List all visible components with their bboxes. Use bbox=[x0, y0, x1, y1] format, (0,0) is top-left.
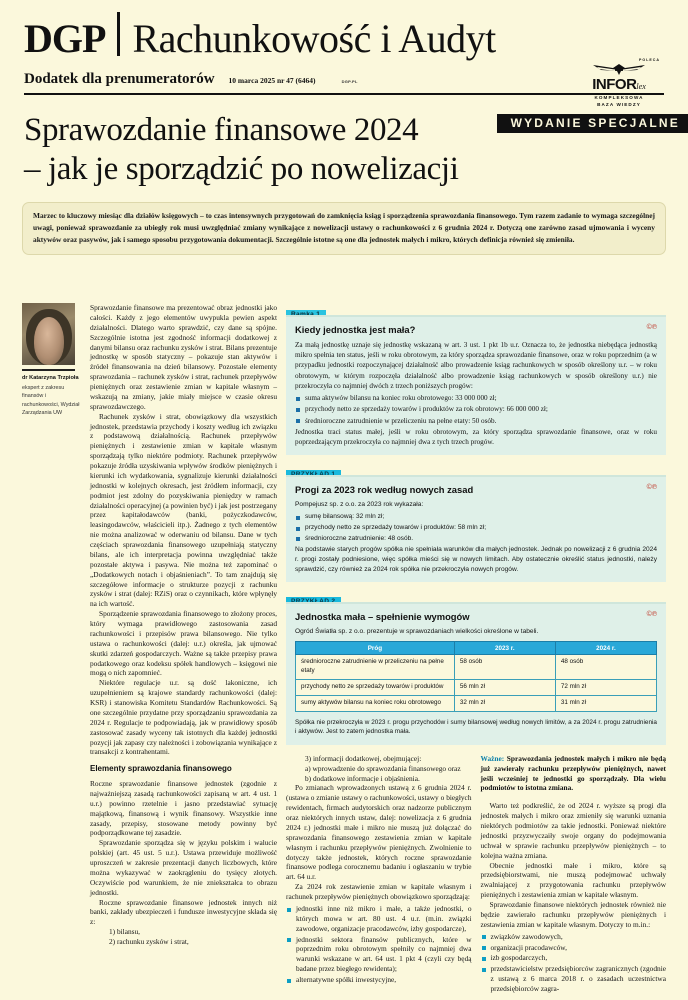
przyklad2-tagline bbox=[286, 590, 666, 601]
page-title bbox=[0, 95, 688, 188]
table-row bbox=[296, 695, 657, 711]
article-paragraph: Roczne sprawozdanie finansowe jednostek (zgodnie z najważniejszą zasadą rachunkowości zapisaną w art. 4 ust. 1 u.r.) powinno rzetelnie i jasno przedstawiać sytuację majątkową, finansową i wynik finansowy. Wszystkie inne zasady, przepisy, stosowane metody powinny być podporządkowane tej zasadzie. bbox=[90, 779, 277, 838]
przyklad2-copyright: ©℗ bbox=[646, 611, 657, 619]
masthead-subtitle: Dodatek dla prenumeratorów bbox=[24, 71, 215, 87]
column2-bullet: alternatywne spółki inwestycyjne, bbox=[286, 975, 472, 985]
ramka1-bullet: przychody netto ze sprzedaży towarów i produktów za rok obrotowy: 66 000 000 zł; bbox=[295, 404, 657, 414]
table-cell: 58 osób bbox=[454, 655, 555, 680]
column-2 bbox=[286, 754, 472, 995]
column3-bullet: izb gospodarczych, bbox=[481, 953, 667, 963]
column2-paragraph: Po zmianach wprowadzonych ustawą z 6 grudnia 2024 r. (ustawa o zmianie ustawy o rachunkowości, ustawy o biegłych rewidentach, firmach audytorskich oraz nadzorze publicznym oraz niektórych innych ustaw, dalej: nowelizacja z 6 grudnia 2024 r.) jednostki małe i mikro nie muszą już dołączać do sprawozdania finansowego zestawienia zmian w kapitale własnym i rachunku przepływów pieniężnych. Zwolnienie to dotyczy także jednostek, których roczne sprawozdanie finansowe podlega corocznemu badaniu i ogłaszaniu w trybie art. 64 u.r. bbox=[286, 783, 472, 882]
supplement-title: Rachunkowość i Audyt bbox=[132, 16, 496, 61]
przyklad1-outro: Na podstawie starych progów spółka nie spełniała warunków dla małych jednostek. Jednak po nowelizacji z 6 grudnia 2024 r. progi zostały podniesione, więc spółka mieści się w nowych limitach. Aby ostatecznie określić status jednostki, należy sprawdzić, czy również za 2024 rok spółka nie przekroczyła nowych progów. bbox=[295, 545, 657, 573]
przyklad1-bullet: przychody netto ze sprzedaży towarów i produktów: 58 mln zł; bbox=[295, 523, 657, 533]
przyklad1-bullet: sumę bilansową: 32 mln zł; bbox=[295, 512, 657, 522]
column2-list-item: b) dodatkowe informacje i objaśnienia. bbox=[305, 773, 420, 783]
przyklad2-heading: Jednostka mała – spełnienie wymogów bbox=[295, 611, 470, 623]
ramka1-heading: Kiedy jednostka jest mała? bbox=[295, 324, 416, 335]
article-body bbox=[90, 303, 277, 947]
table-row bbox=[296, 655, 657, 680]
masthead-subrow bbox=[24, 71, 664, 88]
przyklad1-heading: Progi za 2023 rok według nowych zasad bbox=[295, 484, 474, 496]
table-cell: 48 osób bbox=[555, 655, 656, 680]
article-subheading: Elementy sprawozdania finansowego bbox=[90, 764, 232, 774]
table-header-row bbox=[296, 642, 657, 655]
column3-paragraph: Warto też podkreślić, że od 2024 r. wyższe są progi dla jednostek małych i mikro oraz zmieniły się warunki uznania niektórych podmiotów za takie jednostki. Ponieważ niektóre jednostki przyzwyczaiły swoje organy do podejmowania uchwał w sprawie rachunku przepływów pieniężnych – to kolejna ważna zmiana. bbox=[480, 801, 666, 860]
article-paragraph: Sprawozdanie sporządza się w języku polskim i walucie polskiej (art. 45 ust. 5 u.r.). Ustawa przewiduje możliwość uproszczeń w zakresie prezentacji danych liczbowych, które można wykazywać w zaokrągleniu do tysięcy złotych. Oczywiście pod warunkiem, że nie zniekształca to obrazu jednostki. bbox=[90, 838, 277, 897]
przyklad1-copyright: ©℗ bbox=[646, 484, 657, 492]
author-column bbox=[22, 303, 90, 1000]
column2-bullet: jednostki inne niż mikro i małe, a także jednostki, o których mowa w art. 80 ust. 4 u.r. (m.in. związki zawodowe, organizacje pracodawców, izby gospodarcze), bbox=[286, 904, 472, 934]
table-cell: 31 mln zł bbox=[555, 695, 656, 711]
column2-bullet: jednostki sektora finansów publicznych, które w poprzednim roku obrotowym spełniły co najmniej dwa warunki wskazane w art. 64 ust. 1 pkt 4 (czyli czy będą badane przez biegłego rewidenta); bbox=[286, 935, 472, 975]
masthead-microtext: DGP.PL bbox=[341, 79, 358, 84]
column3-bullet: przedstawicielstw przedsiębiorców zagranicznych (zgodnie z ustawą z 6 marca 2018 r. o zasadach uczestnictwa przedsiębiorców zagra- bbox=[481, 964, 667, 994]
table-row bbox=[296, 679, 657, 695]
wazne-text: Sprawozdania jednostek małych i mikro nie będą już zawierały rachunku przepływów pieniężnych, nawet jeśli wcześniej te jednostki go sporządzały. Dla wielu podmiotów to istotna zmiana. bbox=[480, 753, 666, 793]
infor-logo bbox=[574, 58, 664, 108]
special-edition-badge: WYDANIE SPECJALNE bbox=[497, 114, 688, 133]
article-paragraph: Rachunek zysków i strat, obowiązkowy dla wszystkich jednostek, przedstawia przychody i koszty według ich związku z podstawową działalnością. Rachunek przepływów pieniężnych i zestawienie zmian w kapitale własnym sporządzają tylko niektóre podmioty. Rachunek przepływów pokazuje źródła uzyskiwania wpływów środków pieniężnych i kierunki ich wydatkowania, sygnalizuje kierunki działalności jednostki w kolejnych okresach, jest źródłem informacji, czy podmiot jest zdolny do pozyskiwania pieniędzy w ramach działalności operacyjnej (a powinien być) i jak jest postrzegany przez kapitałodawców (banki, pożyczkodawców, leasingodawców, właścicieli itp.). Żadnego z tych elementów nie można analizować w oderwaniu od bilansu. Dane w tych częściach sprawozdania finansowego uzupełniają statyczny bilans, ale ich interpretacja powinna uwzględniać także pozostałe aktywa i pasywa. Nie można też zapominać o „Dodatkowych notach i objaśnieniach”. To tam znajdują się szczegółowe informacje o strukturze pozycji z rachunku zysków i strat (dalej: RZiS) oraz o czynnikach, które wpłynęły na ich wartość. bbox=[90, 411, 277, 609]
table-col-header: 2024 r. bbox=[555, 642, 656, 655]
column3-paragraph: Sprawozdanie finansowe niektórych jednostek również nie będzie zawierało rachunku przepływów pieniężnych i zestawienia zmian w kapitale własnym. Dotyczy to m.in.: bbox=[480, 900, 666, 929]
column-3 bbox=[481, 754, 667, 995]
article-paragraph: Sprawozdanie finansowe ma prezentować obraz jednostki jako całości. Każdy z jego elementów uwypukla pewien aspekt działalności. Dlatego warto sprawdzić, czy dane są spójne. Szczególnie istotna jest zgodność informacji dodatkowej z danymi bilansu oraz rachunku zysków i strat. Bilans prezentuje jednostkę w sposób statyczny – pokazuje stan aktywów i źródeł finansowania na dzień bilansowy. Pozostałe elementy sprawozdania – rachunek zysków i strat, rachunek przepływów pieniężnych oraz zestawienie zmian w kapitale własnym – wskazują na zmiany, jakie miały miejsce w czasie okresu sprawozdawczego. bbox=[90, 303, 277, 411]
column2-list-item: 3) informacji dodatkowej, obejmującej: bbox=[305, 753, 422, 763]
publication-logo: DGP bbox=[24, 16, 106, 61]
table-cell: średnioroczne zatrudnienie w przeliczeniu na pełne etaty bbox=[296, 655, 455, 680]
table-col-header: Próg bbox=[296, 642, 455, 655]
ramka1-bullet: suma aktywów bilansu na koniec roku obrotowego: 33 000 000 zł; bbox=[295, 393, 657, 403]
ramka1-bullet-list bbox=[295, 393, 657, 426]
wazne-callout bbox=[481, 754, 667, 794]
article-list-item: 2) rachunku zysków i strat, bbox=[109, 937, 189, 946]
infor-tagline-1: KOMPLEKSOWA bbox=[594, 95, 644, 100]
infor-lex: lex bbox=[636, 82, 646, 91]
ramka1-copyright: ©℗ bbox=[646, 324, 657, 331]
column2-body bbox=[286, 754, 472, 985]
author-photo bbox=[22, 303, 75, 365]
przyklad1-bullet-list bbox=[295, 512, 657, 544]
right-column bbox=[286, 303, 666, 1000]
column3-body bbox=[481, 801, 667, 994]
issue-date: 10 marca 2025 nr 47 (6464) bbox=[228, 76, 316, 85]
przyklad1-bullet: średnioroczne zatrudnienie: 48 osób. bbox=[295, 534, 657, 544]
ramka1-intro: Za małą jednostkę uznaje się jednostkę wskazaną w art. 3 ust. 1 pkt 1b u.r. Oznacza to, że jednostka niebędąca jednostką mikro spełnia ten status, jeśli w roku obrotowym, za który sporządza sprawozdanie finansowe, oraz w roku poprzednim (a w przypadku jednostki rozpoczynającej działalność albo prowadzenie ksiąg rachunkowych w sposób określony u.r. – w roku obrotowym, w którym rozpoczęła działalność albo prowadzenie ksiąg rachunkowych w sposób określony u.r.) nie przekroczyła co najmniej dwóch z trzech poniższych progów: bbox=[295, 341, 657, 390]
column2-paragraph: Za 2024 rok zestawienie zmian w kapitale własnym i rachunek przepływów pieniężnych obowiązkowo sporządzają: bbox=[286, 882, 472, 902]
column3-bullet: organizacji pracodawców, bbox=[481, 943, 667, 953]
article-paragraph: Sporządzenie sprawozdania finansowego to złożony proces, który wymaga prawidłowego zastosowania zasad rachunkowości i przepisów prawa bilansowego. Nie tylko ustawa o rachunkowości (dalej: u.r.) określa, jak ujmować skutki zdarzeń gospodarczych. Ważne są także przepisy prawa podatkowego oraz kodeksu spółek handlowych – księgowi nie mogą o nich zapomnieć. bbox=[90, 609, 277, 678]
przyklad1-intro: Pompejusz sp. z o.o. za 2023 rok wykazała: bbox=[295, 501, 424, 509]
column3-bullet: związków zawodowych, bbox=[481, 932, 667, 942]
ramka1-tagline bbox=[286, 303, 666, 314]
author-name: dr Katarzyna Trzpioła bbox=[22, 375, 79, 381]
masthead-divider bbox=[117, 12, 120, 56]
article-paragraph: Roczne sprawozdanie finansowe jednostek innych niż banki, zakłady ubezpieczeń i fundusze inwestycyjne składa się z: bbox=[90, 897, 277, 927]
article-column bbox=[90, 303, 286, 1000]
headline-line-2: – jak je sporządzić po nowelizacji bbox=[24, 150, 459, 187]
przyklad2-table bbox=[295, 641, 657, 711]
article-paragraph: Niektóre regulacje u.r. są dość lakoniczne, ich uzupełnieniem są krajowe standardy rachunkowości (dalej: KSR) i stanowiska Komitetu Standardów Rachunkowości. Są one szczególnie przydatne przy sporządzaniu sprawozdania za 2024 r. Regulacje te podpowiadają, jak w prawidłowy sposób zastosować zasady wyceny tak istotnych dla każdej jednostki pozycji jak zapasy czy należności i zobowiązania wynikające z transakcji z kontrahentami. bbox=[90, 678, 277, 757]
infor-wordmark bbox=[574, 76, 664, 94]
ramka1-box bbox=[286, 315, 666, 455]
ramka1-bullet: średnioroczne zatrudnienie w przeliczeniu na pełne etaty: 50 osób. bbox=[295, 416, 657, 426]
lead-paragraph: Marzec to kluczowy miesiąc dla działów księgowych – to czas intensywnych przygotowań do zamknięcia ksiąg i sporządzenia sprawozdania finansowego. Tym razem zadanie to wymaga szczególnej uwagi, ponieważ sprawozdanie za ubiegły rok musi uwzględniać zmiany wynikające z nowelizacji ustawy o rachunkowości z 6 grudnia 2024 r. Dotyczą one zarówno zasad ujmowania i wyceny aktywów oraz pasywów, jak i samego sposobu przygotowania dokumentacji. Szczególnie istotne są one dla jednostek małych i mikro, których definicja również się zmieniła. bbox=[22, 202, 666, 255]
table-cell: 72 mln zł bbox=[555, 679, 656, 695]
infor-word: INFOR bbox=[592, 76, 637, 93]
table-cell: 32 mln zł bbox=[454, 695, 555, 711]
column-layout bbox=[22, 303, 666, 1000]
column3-bullet-list bbox=[481, 932, 667, 994]
table-cell: sumy aktywów bilansu na koniec roku obrotowego bbox=[296, 695, 455, 711]
table-cell: 56 mln zł bbox=[454, 679, 555, 695]
table-cell: przychody netto ze sprzedaży towarów i produktów bbox=[296, 679, 455, 695]
column2-list-item: a) wprowadzenie do sprawozdania finansowego oraz bbox=[305, 763, 461, 773]
main-content bbox=[0, 303, 688, 1000]
przyklad1-tagline bbox=[286, 463, 666, 474]
column3-paragraph: Obecnie jednostki małe i mikro, które są przedsiębiorstwami, nie muszą podejmować uchwały zwalniającej z przygotowania rachunku przepływów pieniężnych i zestawienia zmian w kapitale własnym. bbox=[480, 860, 666, 900]
table-col-header: 2023 r. bbox=[454, 642, 555, 655]
infor-tagline-2: BAZA WIEDZY bbox=[597, 102, 641, 108]
author-rule bbox=[22, 369, 75, 371]
headline-line-1: Sprawozdanie finansowe 2024 bbox=[24, 112, 419, 148]
wazne-label: Ważne: bbox=[480, 753, 505, 763]
article-list-item: 1) bilansu, bbox=[109, 927, 141, 937]
infor-poleca-label: POLECA bbox=[639, 58, 660, 62]
infor-bird-icon bbox=[591, 63, 647, 76]
przyklad2-box bbox=[286, 602, 666, 744]
przyklad2-outro: Spółka nie przekroczyła w 2023 r. progu przychodów i sumy bilansowej według nowych limitów, a za 2024 r. progu zatrudnienia i aktywów. Jest to zatem jednostka mała. bbox=[295, 718, 657, 736]
przyklad2-intro: Ogród Światła sp. z o.o. prezentuje w sprawozdaniach wielkości określone w tabeli. bbox=[295, 628, 539, 636]
ramka1-outro: Jednostka traci status małej, jeśli w roku obrotowym, za który sporządza sprawozdanie finansowe, oraz w roku poprzedzającym przekroczyła co najmniej dwa z tych trzech progów. bbox=[295, 427, 657, 446]
author-description: ekspert z zakresu finansów i rachunkowości, Wydział Zarządzania UW bbox=[22, 385, 80, 417]
przyklad1-box bbox=[286, 475, 666, 582]
lower-columns bbox=[286, 754, 666, 995]
column2-bullet-list bbox=[286, 904, 472, 985]
